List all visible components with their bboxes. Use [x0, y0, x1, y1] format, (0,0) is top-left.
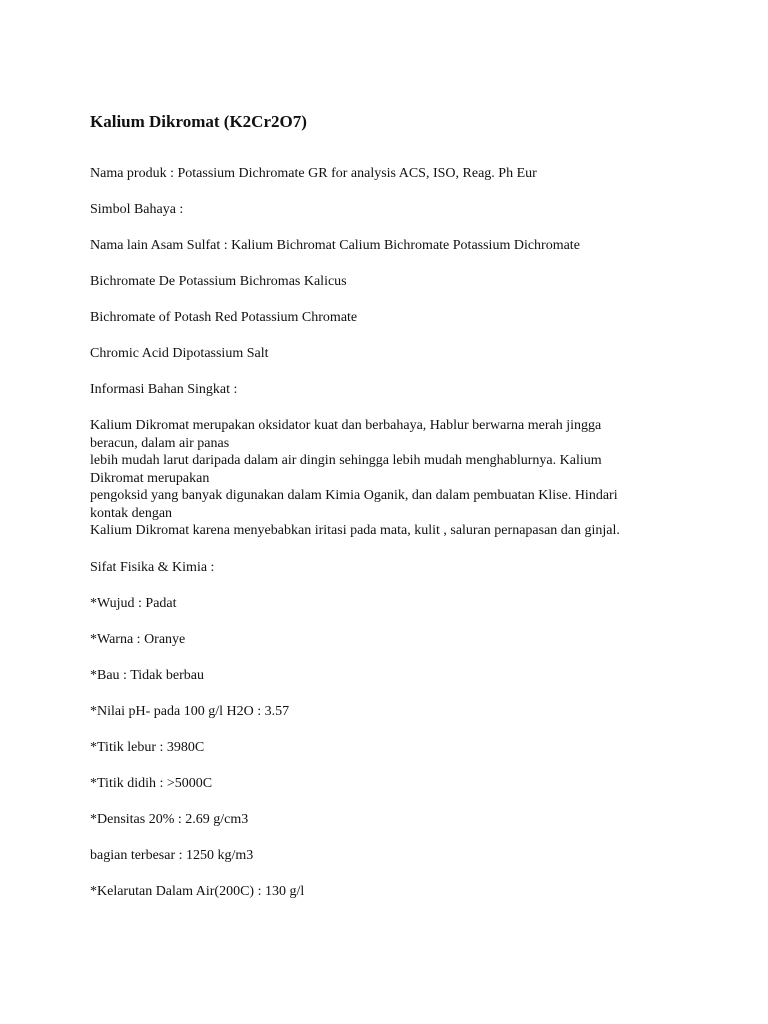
property-boiling-point: *Titik didih : >5000C [90, 775, 213, 791]
document-page [90, 110, 690, 919]
other-names-line-2: Bichromate De Potassium Bichromas Kalicus [90, 274, 347, 289]
hazard-symbol-line: Simbol Bahaya : [90, 202, 184, 217]
property-bulk-density: bagian terbesar : 1250 kg/m3 [90, 847, 254, 863]
properties-heading: Sifat Fisika & Kimia : [90, 559, 215, 575]
paragraph-line: pengoksid yang banyak digunakan dalam Kimia Oganik, dan dalam pembuatan Klise. Hindari [90, 488, 618, 503]
property-ph: *Nilai pH- pada 100 g/l H2O : 3.57 [90, 703, 290, 719]
property-form: *Wujud : Padat [90, 595, 177, 611]
paragraph-line: Kalium Dikromat karena menyebabkan iritasi pada mata, kulit , saluran pernapasan dan ginjal. [90, 523, 620, 538]
paragraph-line: lebih mudah larut daripada dalam air dingin sehingga lebih mudah menghablurnya. Kalium [90, 453, 602, 468]
paragraph-line: kontak dengan [90, 505, 173, 521]
property-color: *Warna : Oranye [90, 631, 186, 647]
property-odor: *Bau : Tidak berbau [90, 667, 204, 683]
property-melting-point: *Titik lebur : 3980C [90, 739, 205, 755]
product-name-line: Nama produk : Potassium Dichromate GR for analysis ACS, ISO, Reag. Ph Eur [90, 166, 537, 181]
brief-info-paragraph [90, 417, 690, 540]
property-density: *Densitas 20% : 2.69 g/cm3 [90, 811, 249, 827]
document-title: Kalium Dikromat (K2Cr2O7) [90, 112, 307, 131]
paragraph-line: Dikromat merupakan [90, 470, 210, 486]
other-names-line-4: Chromic Acid Dipotassium Salt [90, 346, 269, 361]
other-names-line: Nama lain Asam Sulfat : Kalium Bichromat Calium Bichromate Potassium Dichromate [90, 238, 580, 253]
other-names-line-3: Bichromate of Potash Red Potassium Chromate [90, 310, 358, 325]
brief-info-heading: Informasi Bahan Singkat : [90, 382, 238, 397]
property-solubility: *Kelarutan Dalam Air(200C) : 130 g/l [90, 883, 305, 899]
paragraph-line: Kalium Dikromat merupakan oksidator kuat dan berbahaya, Hablur berwarna merah jingga [90, 418, 602, 433]
paragraph-line: beracun, dalam air panas [90, 435, 230, 451]
